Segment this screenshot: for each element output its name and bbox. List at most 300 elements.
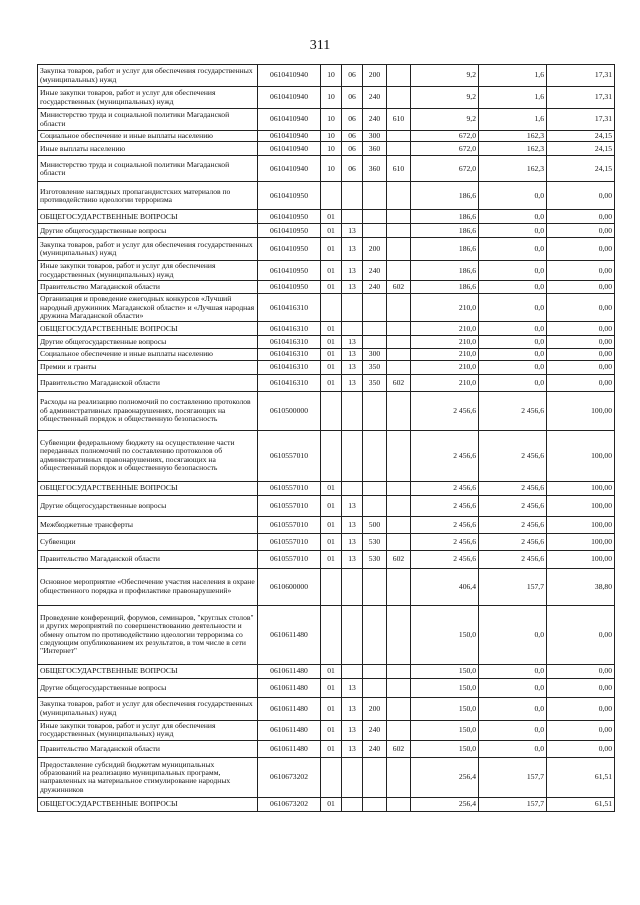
row-expense-type: 240 [363, 720, 387, 740]
row-target-code: 0610416310 [258, 374, 321, 391]
row-name: Изготовление наглядных пропагандистских материалов по противодействию идеологии терроризма [38, 182, 258, 210]
row-expense-type: 240 [363, 261, 387, 281]
row-subsection: 06 [342, 87, 363, 109]
row-department [387, 568, 411, 605]
budget-table [37, 64, 615, 812]
row-actual: 162,3 [479, 142, 547, 156]
row-planned: 2 456,6 [411, 495, 479, 516]
row-target-code: 0610410940 [258, 87, 321, 109]
row-actual: 0,0 [479, 238, 547, 261]
row-name: Субвенции [38, 533, 258, 550]
row-department [387, 678, 411, 697]
table-row [38, 664, 615, 678]
row-subsection: 13 [342, 224, 363, 238]
row-actual: 0,0 [479, 678, 547, 697]
row-section: 01 [321, 516, 342, 533]
row-section [321, 294, 342, 322]
row-expense-type [363, 495, 387, 516]
row-actual: 0,0 [479, 740, 547, 757]
row-expense-type [363, 294, 387, 322]
row-planned: 150,0 [411, 678, 479, 697]
row-expense-type [363, 605, 387, 664]
row-section [321, 182, 342, 210]
row-subsection: 13 [342, 533, 363, 550]
row-subsection: 06 [342, 156, 363, 182]
row-subsection: 06 [342, 131, 363, 142]
row-expense-type [363, 182, 387, 210]
row-actual: 1,6 [479, 109, 547, 131]
row-department [387, 131, 411, 142]
row-section: 01 [321, 664, 342, 678]
row-expense-type [363, 210, 387, 224]
row-actual: 0,0 [479, 281, 547, 294]
row-actual: 2 456,6 [479, 430, 547, 481]
row-percent: 0,00 [547, 261, 615, 281]
row-subsection [342, 210, 363, 224]
row-section: 01 [321, 210, 342, 224]
row-name: Правительство Магаданской области [38, 550, 258, 568]
row-target-code: 0610410940 [258, 142, 321, 156]
row-percent: 0,00 [547, 697, 615, 720]
row-section: 01 [321, 238, 342, 261]
row-actual: 2 456,6 [479, 533, 547, 550]
row-expense-type [363, 481, 387, 495]
row-expense-type [363, 678, 387, 697]
row-name: Другие общегосударственные вопросы [38, 224, 258, 238]
row-percent: 100,00 [547, 495, 615, 516]
row-planned: 210,0 [411, 294, 479, 322]
row-percent: 17,31 [547, 87, 615, 109]
table-row [38, 678, 615, 697]
row-expense-type [363, 797, 387, 811]
row-subsection: 13 [342, 281, 363, 294]
row-target-code: 0610416310 [258, 322, 321, 336]
row-section: 01 [321, 678, 342, 697]
row-expense-type: 200 [363, 65, 387, 87]
row-target-code: 0610557010 [258, 516, 321, 533]
row-name: Организация и проведение ежегодных конкурсов «Лучший народный дружинник Магаданской области» и «Лучшая народная дружина Магаданской области» [38, 294, 258, 322]
row-name: Министерство труда и социальной политики Магаданской области [38, 156, 258, 182]
row-actual: 162,3 [479, 156, 547, 182]
row-expense-type: 530 [363, 533, 387, 550]
row-name: Основное мероприятие «Обеспечение участия населения в охране общественного порядка и профилактике правонарушений» [38, 568, 258, 605]
row-actual: 0,0 [479, 210, 547, 224]
row-actual: 162,3 [479, 131, 547, 142]
row-name: Правительство Магаданской области [38, 740, 258, 757]
row-percent: 100,00 [547, 516, 615, 533]
row-actual: 1,6 [479, 87, 547, 109]
row-name: Закупка товаров, работ и услуг для обеспечения государственных (муниципальных) нужд [38, 238, 258, 261]
row-expense-type: 300 [363, 131, 387, 142]
row-name: Другие общегосударственные вопросы [38, 678, 258, 697]
table-row [38, 360, 615, 374]
row-department: 602 [387, 281, 411, 294]
row-department [387, 238, 411, 261]
row-expense-type: 300 [363, 349, 387, 360]
table-row [38, 516, 615, 533]
row-planned: 210,0 [411, 360, 479, 374]
row-target-code: 0610416310 [258, 336, 321, 349]
row-planned: 2 456,6 [411, 516, 479, 533]
row-actual: 0,0 [479, 605, 547, 664]
row-actual: 0,0 [479, 349, 547, 360]
row-section: 10 [321, 131, 342, 142]
row-target-code: 0610410950 [258, 261, 321, 281]
row-actual: 1,6 [479, 65, 547, 87]
row-section: 01 [321, 797, 342, 811]
row-section: 01 [321, 481, 342, 495]
row-target-code: 0610410940 [258, 156, 321, 182]
row-section: 01 [321, 360, 342, 374]
row-subsection [342, 568, 363, 605]
row-name: Правительство Магаданской области [38, 281, 258, 294]
row-planned: 672,0 [411, 131, 479, 142]
row-percent: 0,00 [547, 238, 615, 261]
row-planned: 150,0 [411, 720, 479, 740]
row-section: 01 [321, 261, 342, 281]
row-percent: 0,00 [547, 281, 615, 294]
row-planned: 186,6 [411, 281, 479, 294]
row-actual: 0,0 [479, 720, 547, 740]
row-section: 01 [321, 533, 342, 550]
row-actual: 0,0 [479, 336, 547, 349]
row-department [387, 495, 411, 516]
row-expense-type: 240 [363, 281, 387, 294]
row-expense-type: 200 [363, 238, 387, 261]
row-actual: 0,0 [479, 261, 547, 281]
row-planned: 210,0 [411, 322, 479, 336]
row-name: Министерство труда и социальной политики Магаданской области [38, 109, 258, 131]
row-planned: 2 456,6 [411, 481, 479, 495]
row-department [387, 322, 411, 336]
row-name: Иные закупки товаров, работ и услуг для обеспечения государственных (муниципальных) нужд [38, 261, 258, 281]
row-planned: 186,6 [411, 224, 479, 238]
row-expense-type: 240 [363, 87, 387, 109]
table-row [38, 210, 615, 224]
row-percent: 100,00 [547, 533, 615, 550]
table-row [38, 740, 615, 757]
row-name: Социальное обеспечение и иные выплаты населению [38, 131, 258, 142]
row-subsection [342, 391, 363, 430]
row-subsection: 06 [342, 109, 363, 131]
row-expense-type: 360 [363, 156, 387, 182]
row-expense-type: 240 [363, 740, 387, 757]
row-name: ОБЩЕГОСУДАРСТВЕННЫЕ ВОПРОСЫ [38, 322, 258, 336]
row-actual: 0,0 [479, 360, 547, 374]
row-department [387, 87, 411, 109]
row-subsection: 13 [342, 360, 363, 374]
row-planned: 672,0 [411, 142, 479, 156]
table-row [38, 109, 615, 131]
row-actual: 0,0 [479, 322, 547, 336]
row-subsection [342, 797, 363, 811]
table-row [38, 224, 615, 238]
row-section: 01 [321, 322, 342, 336]
row-department [387, 481, 411, 495]
row-expense-type: 240 [363, 109, 387, 131]
row-subsection [342, 430, 363, 481]
row-expense-type [363, 757, 387, 797]
row-department [387, 720, 411, 740]
row-subsection [342, 322, 363, 336]
row-actual: 0,0 [479, 664, 547, 678]
row-expense-type: 200 [363, 697, 387, 720]
row-planned: 9,2 [411, 87, 479, 109]
row-target-code: 0610557010 [258, 533, 321, 550]
table-row [38, 481, 615, 495]
row-percent: 100,00 [547, 391, 615, 430]
row-percent: 100,00 [547, 481, 615, 495]
row-percent: 0,00 [547, 210, 615, 224]
row-name: Субвенции федеральному бюджету на осуществление части переданных полномочий по составлению протоколов об административных правонарушениях, посягающих на общественный порядок и общественную безопасность [38, 430, 258, 481]
row-planned: 210,0 [411, 349, 479, 360]
row-department [387, 391, 411, 430]
row-expense-type [363, 430, 387, 481]
row-department [387, 349, 411, 360]
row-name: ОБЩЕГОСУДАРСТВЕННЫЕ ВОПРОСЫ [38, 797, 258, 811]
row-percent: 61,51 [547, 757, 615, 797]
row-section: 10 [321, 109, 342, 131]
table-row [38, 697, 615, 720]
row-target-code: 0610611480 [258, 740, 321, 757]
row-target-code: 0610416310 [258, 294, 321, 322]
row-target-code: 0610611480 [258, 720, 321, 740]
row-planned: 150,0 [411, 697, 479, 720]
row-percent: 0,00 [547, 360, 615, 374]
row-planned: 256,4 [411, 757, 479, 797]
row-section: 10 [321, 142, 342, 156]
row-name: Премии и гранты [38, 360, 258, 374]
row-percent: 61,51 [547, 797, 615, 811]
row-subsection [342, 757, 363, 797]
row-target-code: 0610410940 [258, 109, 321, 131]
row-department [387, 182, 411, 210]
row-actual: 0,0 [479, 374, 547, 391]
table-row [38, 142, 615, 156]
row-name: Иные закупки товаров, работ и услуг для обеспечения государственных (муниципальных) нужд [38, 87, 258, 109]
row-department [387, 210, 411, 224]
table-row [38, 281, 615, 294]
row-actual: 2 456,6 [479, 516, 547, 533]
row-subsection: 13 [342, 374, 363, 391]
row-section: 01 [321, 281, 342, 294]
row-planned: 406,4 [411, 568, 479, 605]
table-row [38, 131, 615, 142]
row-expense-type: 360 [363, 142, 387, 156]
row-name: Проведение конференций, форумов, семинаров, "круглых столов" и других мероприятий по совершенствованию деятельности и обмену опытом по противодействию идеологии терроризма со следующим опубликованием их результатов, в том числе в сети "Интернет" [38, 605, 258, 664]
row-subsection: 13 [342, 720, 363, 740]
row-target-code: 0610673202 [258, 797, 321, 811]
row-target-code: 0610410950 [258, 210, 321, 224]
row-expense-type [363, 224, 387, 238]
row-planned: 150,0 [411, 664, 479, 678]
row-section: 01 [321, 697, 342, 720]
row-department: 610 [387, 156, 411, 182]
row-planned: 150,0 [411, 740, 479, 757]
row-percent: 0,00 [547, 720, 615, 740]
row-department [387, 516, 411, 533]
table-row [38, 550, 615, 568]
row-subsection: 13 [342, 516, 363, 533]
row-department: 610 [387, 109, 411, 131]
row-planned: 9,2 [411, 109, 479, 131]
row-name: Правительство Магаданской области [38, 374, 258, 391]
row-name: Закупка товаров, работ и услуг для обеспечения государственных (муниципальных) нужд [38, 65, 258, 87]
row-department [387, 336, 411, 349]
row-subsection: 13 [342, 238, 363, 261]
row-section [321, 391, 342, 430]
row-department: 602 [387, 740, 411, 757]
row-subsection [342, 481, 363, 495]
table-row [38, 182, 615, 210]
row-target-code: 0610611480 [258, 697, 321, 720]
row-section [321, 605, 342, 664]
row-department [387, 664, 411, 678]
table-row [38, 156, 615, 182]
table-row [38, 757, 615, 797]
row-target-code: 0610410950 [258, 281, 321, 294]
row-expense-type: 350 [363, 374, 387, 391]
row-target-code: 0610416310 [258, 349, 321, 360]
row-subsection: 13 [342, 261, 363, 281]
row-name: Предоставление субсидий бюджетам муниципальных образований на реализацию муниципальных программ, направленных на материальное стимулирование народных дружинников [38, 757, 258, 797]
row-target-code: 0610410950 [258, 224, 321, 238]
row-planned: 210,0 [411, 336, 479, 349]
row-target-code: 0610557010 [258, 495, 321, 516]
row-name: Иные выплаты населению [38, 142, 258, 156]
row-target-code: 0610611480 [258, 678, 321, 697]
table-row [38, 720, 615, 740]
row-expense-type [363, 391, 387, 430]
row-department [387, 224, 411, 238]
row-percent: 0,00 [547, 605, 615, 664]
row-section: 01 [321, 349, 342, 360]
row-planned: 2 456,6 [411, 550, 479, 568]
row-section: 10 [321, 65, 342, 87]
table-row [38, 322, 615, 336]
row-expense-type: 350 [363, 360, 387, 374]
row-subsection [342, 605, 363, 664]
row-planned: 186,6 [411, 182, 479, 210]
row-section [321, 430, 342, 481]
row-department [387, 757, 411, 797]
row-percent: 0,00 [547, 349, 615, 360]
row-section: 01 [321, 374, 342, 391]
row-department [387, 533, 411, 550]
row-percent: 0,00 [547, 322, 615, 336]
row-target-code: 0610416310 [258, 360, 321, 374]
row-name: Межбюджетные трансферты [38, 516, 258, 533]
row-percent: 38,80 [547, 568, 615, 605]
row-percent: 0,00 [547, 740, 615, 757]
row-department [387, 697, 411, 720]
table-row [38, 336, 615, 349]
table-body [38, 65, 615, 812]
row-target-code: 0610557010 [258, 481, 321, 495]
row-subsection: 06 [342, 142, 363, 156]
row-department [387, 261, 411, 281]
row-target-code: 0610557010 [258, 550, 321, 568]
row-actual: 0,0 [479, 224, 547, 238]
row-name: Социальное обеспечение и иные выплаты населению [38, 349, 258, 360]
table-row [38, 374, 615, 391]
row-percent: 0,00 [547, 224, 615, 238]
row-target-code: 0610410950 [258, 238, 321, 261]
row-percent: 0,00 [547, 374, 615, 391]
row-department [387, 797, 411, 811]
row-target-code: 0610673202 [258, 757, 321, 797]
row-name: Расходы на реализацию полномочий по составлению протоколов об административных правонарушениях, посягающих на общественный порядок и общественную безопасность [38, 391, 258, 430]
row-department [387, 142, 411, 156]
row-planned: 256,4 [411, 797, 479, 811]
row-name: Иные закупки товаров, работ и услуг для обеспечения государственных (муниципальных) нужд [38, 720, 258, 740]
row-section [321, 757, 342, 797]
row-percent: 0,00 [547, 182, 615, 210]
row-planned: 672,0 [411, 156, 479, 182]
row-subsection: 13 [342, 550, 363, 568]
row-section [321, 568, 342, 605]
row-subsection: 13 [342, 495, 363, 516]
row-section: 01 [321, 495, 342, 516]
row-section: 01 [321, 720, 342, 740]
row-expense-type: 530 [363, 550, 387, 568]
row-planned: 186,6 [411, 261, 479, 281]
table-row [38, 495, 615, 516]
row-target-code: 0610600000 [258, 568, 321, 605]
row-target-code: 0610500000 [258, 391, 321, 430]
table-row [38, 533, 615, 550]
row-planned: 150,0 [411, 605, 479, 664]
row-subsection: 06 [342, 65, 363, 87]
row-planned: 186,6 [411, 238, 479, 261]
row-section: 01 [321, 336, 342, 349]
table-row [38, 261, 615, 281]
row-percent: 24,15 [547, 142, 615, 156]
row-section: 01 [321, 740, 342, 757]
table-row [38, 391, 615, 430]
row-subsection [342, 664, 363, 678]
row-subsection: 13 [342, 697, 363, 720]
row-planned: 2 456,6 [411, 533, 479, 550]
row-actual: 2 456,6 [479, 495, 547, 516]
row-department: 602 [387, 374, 411, 391]
row-percent: 100,00 [547, 550, 615, 568]
table-row [38, 430, 615, 481]
row-target-code: 0610611480 [258, 664, 321, 678]
row-expense-type [363, 664, 387, 678]
row-percent: 17,31 [547, 109, 615, 131]
row-actual: 157,7 [479, 757, 547, 797]
row-actual: 0,0 [479, 697, 547, 720]
row-department [387, 430, 411, 481]
row-department: 602 [387, 550, 411, 568]
row-subsection: 13 [342, 336, 363, 349]
row-name: ОБЩЕГОСУДАРСТВЕННЫЕ ВОПРОСЫ [38, 664, 258, 678]
row-percent: 0,00 [547, 678, 615, 697]
row-percent: 0,00 [547, 336, 615, 349]
row-name: Другие общегосударственные вопросы [38, 495, 258, 516]
page-number: 311 [309, 38, 331, 53]
row-subsection [342, 182, 363, 210]
row-expense-type [363, 336, 387, 349]
table-row [38, 605, 615, 664]
row-target-code: 0610410950 [258, 182, 321, 210]
row-percent: 24,15 [547, 156, 615, 182]
row-target-code: 0610557010 [258, 430, 321, 481]
row-planned: 2 456,6 [411, 391, 479, 430]
row-department [387, 360, 411, 374]
row-actual: 157,7 [479, 568, 547, 605]
